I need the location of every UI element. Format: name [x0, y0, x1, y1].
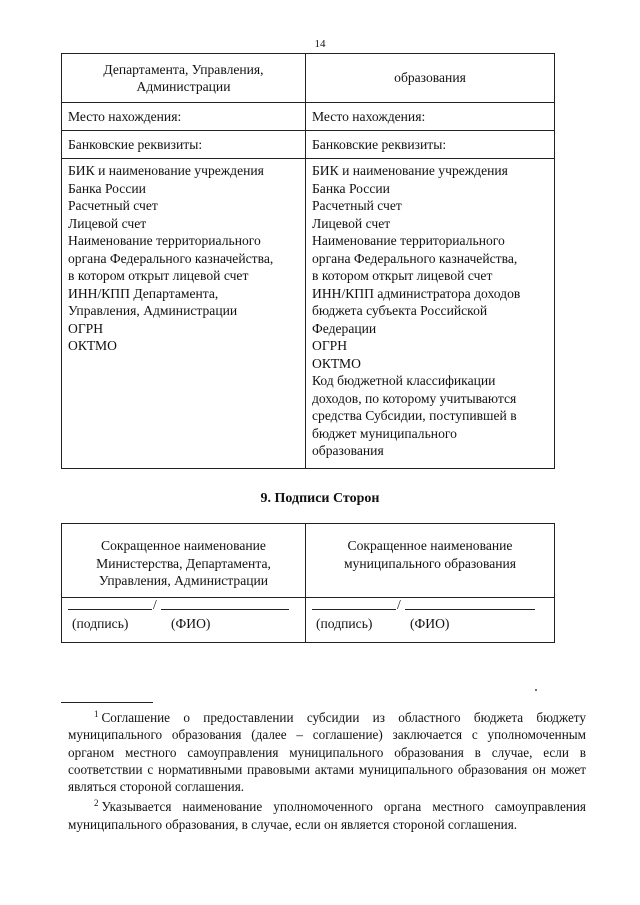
requisite-line: ИНН/КПП Департамента,	[68, 285, 219, 301]
requisite-line: ОКТМО	[68, 338, 117, 353]
page-number: 14	[314, 38, 326, 50]
party-name-line: Министерства, Департамента,	[96, 555, 271, 571]
requisite-line: Расчетный счет	[312, 198, 402, 213]
requisite-line: ОГРН	[312, 338, 348, 353]
left-signature-cell	[62, 598, 306, 643]
party-name-line: Управления, Администрации	[98, 573, 269, 588]
section-title: 9. Подписи Сторон	[260, 491, 380, 506]
requisite-line: в котором открыт лицевой счет	[312, 268, 493, 283]
requisite-line: образования	[312, 443, 384, 458]
footnote-separator	[61, 702, 153, 703]
requisite-line: БИК и наименование учреждения	[312, 163, 508, 178]
right-party-name	[306, 524, 555, 598]
signature-caption: (подпись)	[72, 616, 129, 631]
party-name-line: Сокращенное наименование	[347, 538, 513, 553]
requisite-line: Лицевой счет	[68, 215, 147, 231]
signature-line	[312, 609, 396, 610]
requisites-left	[62, 159, 306, 469]
slash-separator: /	[397, 597, 401, 612]
footnote-1	[68, 706, 586, 795]
location-row	[62, 103, 555, 131]
party-name-line: муниципального образования	[343, 555, 517, 571]
requisite-line: ИНН/КПП администратора доходов	[312, 285, 521, 301]
footnote-text: Указывается наименование уполномоченного органа местного самоуправления муниципального образования, в случае, если он является стороной соглашения.	[68, 799, 586, 832]
bank-row	[62, 131, 555, 159]
location-left: Место нахождения:	[62, 103, 306, 131]
footnote-2	[68, 795, 586, 833]
bank-right: Банковские реквизиты:	[306, 131, 555, 159]
requisite-line: Наименование территориального	[312, 233, 505, 248]
requisite-line: бюджета субъекта Российской	[312, 303, 488, 318]
requisite-line: Федерации	[312, 320, 377, 336]
requisite-line: средства Субсидии, поступившей в	[312, 408, 517, 423]
left-party-name	[62, 524, 306, 598]
signature-row	[62, 598, 555, 643]
requisites-right	[306, 159, 555, 469]
requisite-line: Управления, Администрации	[68, 303, 238, 318]
name-line	[161, 609, 289, 610]
signature-caption: (подпись)	[316, 616, 373, 631]
bank-left: Банковские реквизиты:	[62, 131, 306, 159]
requisite-line: органа Федерального казначейства,	[68, 250, 274, 266]
signatures-table	[61, 523, 555, 643]
header-right-cell: образования	[306, 54, 555, 103]
signature-line	[68, 609, 152, 610]
party-name-line: Сокращенное наименование	[101, 538, 266, 553]
requisite-line: в котором открыт лицевой счет	[68, 268, 249, 283]
requisite-line: бюджет муниципального	[312, 425, 457, 441]
signatures-header-row	[62, 524, 555, 598]
location-right: Место нахождения:	[306, 103, 555, 131]
requisite-line: Расчетный счет	[68, 198, 158, 213]
footnote-mark: 1	[94, 709, 99, 719]
requisite-line: Банка России	[68, 180, 146, 196]
requisite-line: Наименование территориального	[68, 233, 261, 248]
name-caption: (ФИО)	[171, 616, 211, 631]
requisites-row	[62, 159, 555, 469]
requisite-line: ОГРН	[68, 320, 104, 336]
name-caption: (ФИО)	[410, 616, 450, 631]
requisite-line: Банка России	[312, 180, 390, 196]
table-header-row	[62, 54, 555, 103]
name-line	[405, 609, 535, 610]
footnote-text: Соглашение о предоставлении субсидии из областного бюджета бюджету муниципального образования (далее – соглашение) заключается с уполномоченным органом местного самоуправления муниципального образования в случае, если в соответствии с нормативными правовыми актами муниципального образования он может являться стороной соглашения.	[68, 710, 586, 795]
header-left-cell: Департамента, Управления, Администрации	[62, 54, 306, 103]
requisite-line: ОКТМО	[312, 355, 361, 371]
requisite-line: доходов, по которому учитываются	[312, 390, 517, 406]
footnotes	[68, 706, 586, 833]
requisite-line: БИК и наименование учреждения	[68, 163, 264, 178]
right-signature-cell	[306, 598, 555, 643]
requisites-table	[61, 53, 555, 469]
footnote-mark: 2	[94, 798, 99, 809]
requisite-line: органа Федерального казначейства,	[312, 250, 518, 266]
slash-separator: /	[153, 597, 157, 612]
requisite-line: Код бюджетной классификации	[312, 373, 496, 388]
requisite-line: Лицевой счет	[312, 215, 391, 231]
stray-dot	[535, 689, 537, 691]
